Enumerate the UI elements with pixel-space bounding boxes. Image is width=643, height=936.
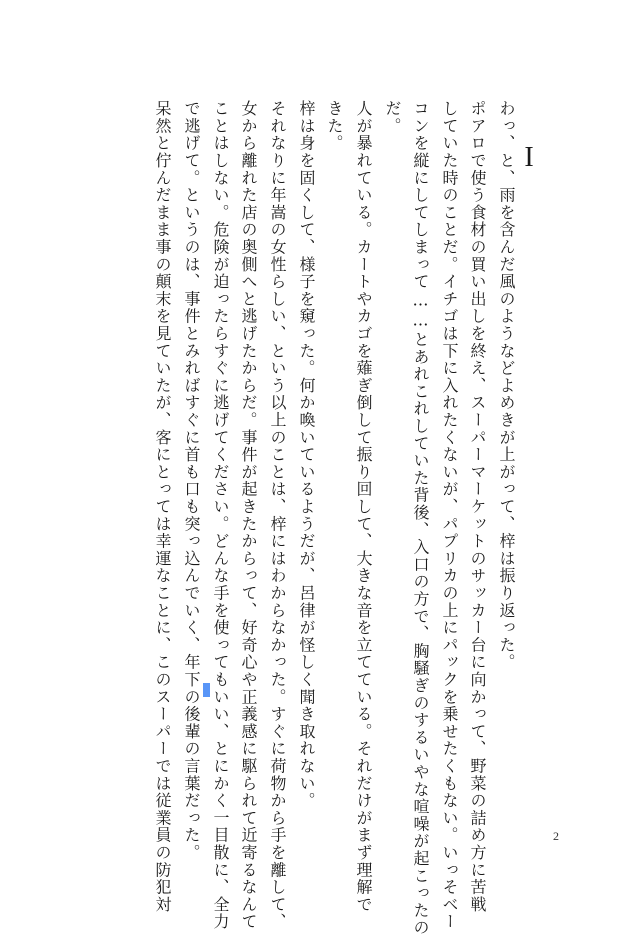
body-line-12: で逃げて。というのは、事件とみればすぐに首も口も突っ込んでいく、年下の後輩の言葉だった。 xyxy=(182,100,201,862)
body-line-13: 呆然と佇んだまま事の顛末を見ていたが、客にとっては幸運なことに、このスーパーでは従業員の防犯対 xyxy=(153,100,172,914)
body-line-6: 人が暴れている。カートやカゴを薙ぎ倒して振り回して、大きな音を立てている。それだけがまず理解で xyxy=(354,100,373,914)
body-line-10: 女から離れた店の奥側へと逃げたからだ。事件が起きたからって、好奇心や正義感に駆られて近寄るなんて xyxy=(239,100,258,931)
body-line-4: コンを縦にしてしまって……とあれこれしていた背後、入口の方で、胸騒ぎのするいやな喧噪が起こったの xyxy=(411,100,430,936)
page-number: 2 xyxy=(553,829,559,843)
chapter-number: I xyxy=(524,142,534,173)
body-line-9: それなりに年嵩の女性らしい、という以上のことは、梓にはわからなかった。すぐに荷物から手を離して、 xyxy=(268,100,287,931)
body-line-2: ポアロで使う食材の買い出しを終え、スーパーマーケットのサッカー台に向かって、野菜の詰め方に苦戦 xyxy=(468,100,487,914)
body-line-1: わっ、と、雨を含んだ風のようなどよめきが上がって、梓は振り返った。 xyxy=(497,100,516,671)
body-line-5: だ。 xyxy=(383,100,402,135)
text-cursor xyxy=(203,683,210,697)
body-line-7: きた。 xyxy=(325,100,344,152)
body-line-11: ことはしない。危険が迫ったらすぐに逃げてください。どんな手を使ってもいい、とにかく一目散に、全力 xyxy=(211,100,230,931)
body-line-8: 梓は身を固くして、様子を窺った。何か喚いているようだが、呂律が怪しく聞き取れない。 xyxy=(297,100,316,810)
body-line-3: していた時のことだ。イチゴは下に入れたくないが、パプリカの上にパックを乗せたくもない。いっそベー xyxy=(440,100,459,931)
